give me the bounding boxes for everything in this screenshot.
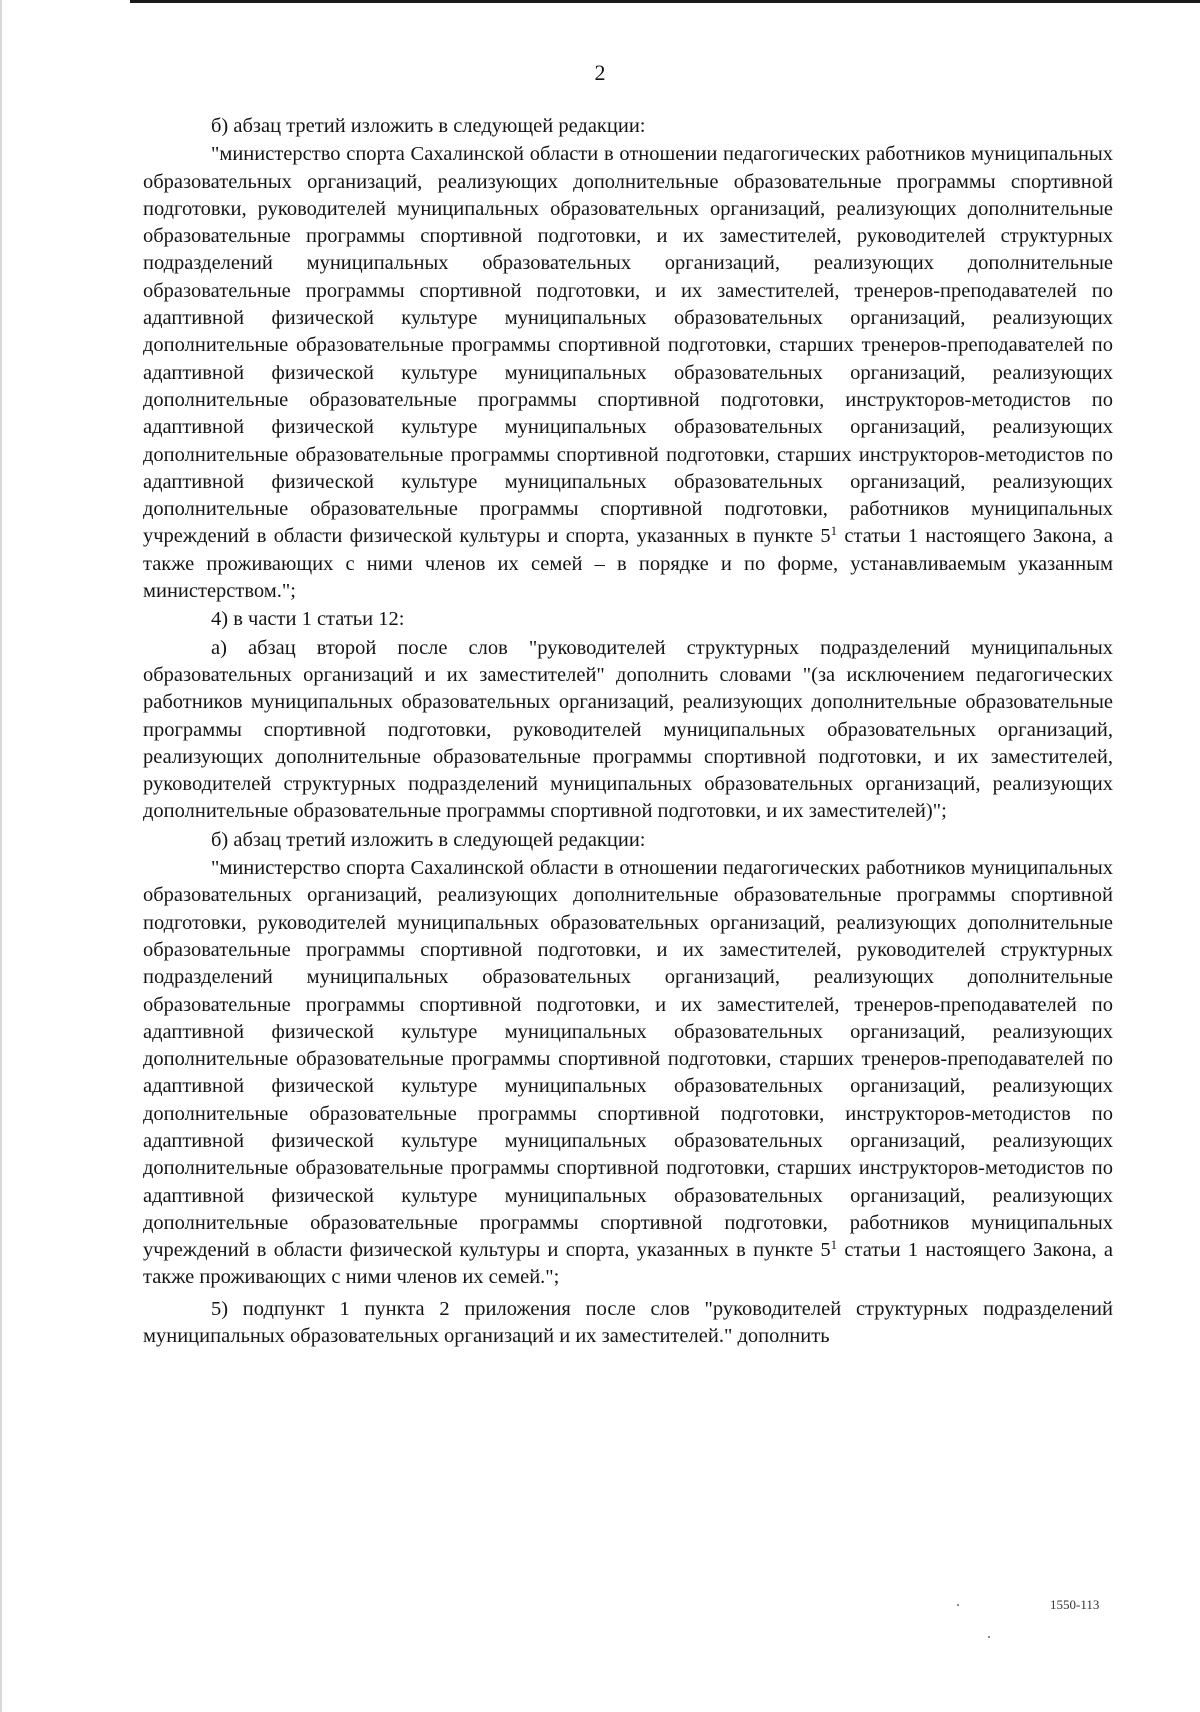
paragraph-item-4: 4) в части 1 статьи 12: [211,608,405,631]
paragraph-item-4a: а) абзац второй после слов "руководителей структурных подразделений муниципальных образовательных организаций и их заместителей" дополнить словами "(за исключением педагогических работников муниципальных образовательных организаций, реализующих дополнительные образовательные программы спортивной подготовки, руководителей муниципальных образовательных организаций, реализующих дополнительные образовательные программы спортивной подготовки, и их заместителей, руководителей структурных подразделений муниципальных образовательных организаций, реализующих дополнительные образовательные программы спортивной подготовки, и их заместителей)"; [143,636,1113,823]
document-body [143,113,1113,1350]
paragraph-quoted-wording-2 [143,855,1113,1292]
paragraph-item-5: 5) подпункт 1 пункта 2 приложения после слов "руководителей структурных подразделений муниципальных образовательных организаций и их заместителей." дополнить [143,1297,1113,1348]
paragraph-b-intro-2: б) абзац третий изложить в следующей редакции: [211,828,646,851]
paragraph-b-intro: б) абзац третий изложить в следующей редакции: [211,115,646,137]
scan-speck [957,1604,959,1606]
paragraph-quoted-wording-1 [143,141,1113,605]
document-code: 1550-113 [1050,1597,1100,1612]
superscript-mark: 1 [830,523,838,539]
page-number: 2 [594,60,606,85]
scan-speck [988,1636,990,1638]
paragraph-text: "министерство спорта Сахалинской области в отношении педагогических работников муниципальных образовательных организаций, реализующих дополнительные образовательные программы спортивной подготовки, руководителей муниципальных образовательных организаций, реализующих дополнительные образовательные программы спортивной подготовки, и их заместителей, руководителей структурных подразделений муниципальных образовательных организаций, реализующих дополнительные образовательные программы спортивной подготовки, и их заместителей, тренеров-преподавателей по адаптивной физической культуре муниципальных образовательных организаций, реализующих дополнительные образовательные программы спортивной подготовки, старших тренеров-преподавателей по адаптивной физической культуре муниципальных образовательных организаций, реализующих дополнительные образовательные программы спортивной подготовки, инструкторов-методистов по адаптивной физической культуре муниципальных образовательных организаций, реализующих дополнительные образовательные программы спортивной подготовки, старших инструкторов-методистов по адаптивной физической культуре муниципальных образовательных организаций, реализующих дополнительные образовательные программы спортивной подготовки, работников муниципальных учреждений в области физической культуры и спорта, указанных в пункте 5 [143,143,1113,548]
paragraph-text-continued: статьи 1 настоящего Закона, а также проживающих с ними членов их семей – в порядке и по форме, устанавливаемым указанным министерством."; [143,525,1113,603]
paragraph-text: "министерство спорта Сахалинской области в отношении педагогических работников муниципальных образовательных организаций, реализующих дополнительные образовательные программы спортивной подготовки, руководителей муниципальных образовательных организаций, реализующих дополнительные образовательные программы спортивной подготовки, и их заместителей, руководителей структурных подразделений муниципальных образовательных организаций, реализующих дополнительные образовательные программы спортивной подготовки, и их заместителей, тренеров-преподавателей по адаптивной физической культуре муниципальных образовательных организаций, реализующих дополнительные образовательные программы спортивной подготовки, старших тренеров-преподавателей по адаптивной физической культуре муниципальных образовательных организаций, реализующих дополнительные образовательные программы спортивной подготовки, инструкторов-методистов по адаптивной физической культуре муниципальных образовательных организаций, реализующих дополнительные образовательные программы спортивной подготовки, старших инструкторов-методистов по адаптивной физической культуре муниципальных образовательных организаций, реализующих дополнительные образовательные программы спортивной подготовки, работников муниципальных учреждений в области физической культуры и спорта, указанных в пункте 5 [143,857,1113,1262]
paragraph-text-continued: статьи 1 настоящего Закона, а также проживающих с ними членов их семей."; [143,1239,1113,1289]
scan-left-edge [0,0,2,1712]
superscript-mark: 1 [830,1237,838,1253]
scan-top-edge-line [130,0,1200,3]
